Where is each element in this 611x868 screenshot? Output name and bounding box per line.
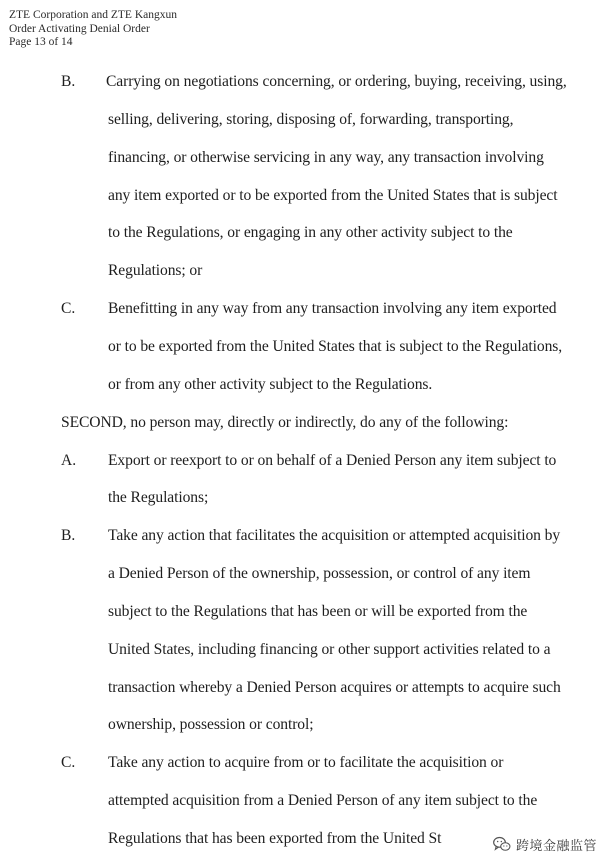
first-item-b-line-5: to the Regulations, or engaging in any other activity subject to the [108,224,513,241]
second-item-b-line-1: Take any action that facilitates the acquisition or attempted acquisition by [108,527,561,544]
second-item-a-line-2: the Regulations; [108,489,209,506]
second-item-b-line-5: transaction whereby a Denied Person acquires or attempts to acquire such [108,679,561,696]
header-line-parties: ZTE Corporation and ZTE Kangxun [9,9,177,21]
second-item-b-line-4: United States, including financing or other support activities related to a [108,641,551,658]
second-item-c-line-3: Regulations that has been exported from the United St [108,830,442,847]
second-item-a-line-1: Export or reexport to or on behalf of a Denied Person any item subject to [108,452,557,469]
second-item-b-line-2: a Denied Person of the ownership, possession, or control of any item [108,565,531,582]
first-item-b-line-3: financing, or otherwise servicing in any way, any transaction involving [108,149,544,166]
wechat-logo-icon [492,834,512,854]
header-line-title: Order Activating Denial Order [9,22,150,35]
wechat-watermark [489,832,601,856]
header-line-page: Page 13 of 14 [9,36,73,48]
first-item-c-line-1: Benefitting in any way from any transaction involving any item exported [108,300,557,317]
first-item-b-line-2: selling, delivering, storing, disposing of, forwarding, transporting, [108,111,514,128]
watermark-text: 跨境金融监管 [515,838,597,854]
second-item-c-line-1: Take any action to acquire from or to facilitate the acquisition or [108,754,504,771]
first-item-c-label: C. [61,300,76,317]
first-item-c-line-2: or to be exported from the United States that is subject to the Regulations, [108,338,563,355]
first-item-b-line-4: any item exported or to be exported from the United States that is subject [108,187,558,204]
second-item-b-label: B. [61,527,76,544]
second-item-b-line-3: subject to the Regulations that has been or will be exported from the [108,603,528,620]
document-header [9,9,177,50]
first-item-b-line-6: Regulations; or [108,262,203,279]
second-item-c-line-2: attempted acquisition from a Denied Person of any item subject to the [108,792,538,809]
first-item-b-label: B. [61,73,76,90]
first-item-b-line-1: Carrying on negotiations concerning, or ordering, buying, receiving, using, [106,73,567,90]
second-item-a-label: A. [61,452,77,469]
second-heading: SECOND, no person may, directly or indirectly, do any of the following: [61,414,509,431]
second-item-b-line-6: ownership, possession or control; [108,716,314,733]
second-item-c-label: C. [61,754,76,771]
first-item-c-line-3: or from any other activity subject to the Regulations. [108,376,433,393]
